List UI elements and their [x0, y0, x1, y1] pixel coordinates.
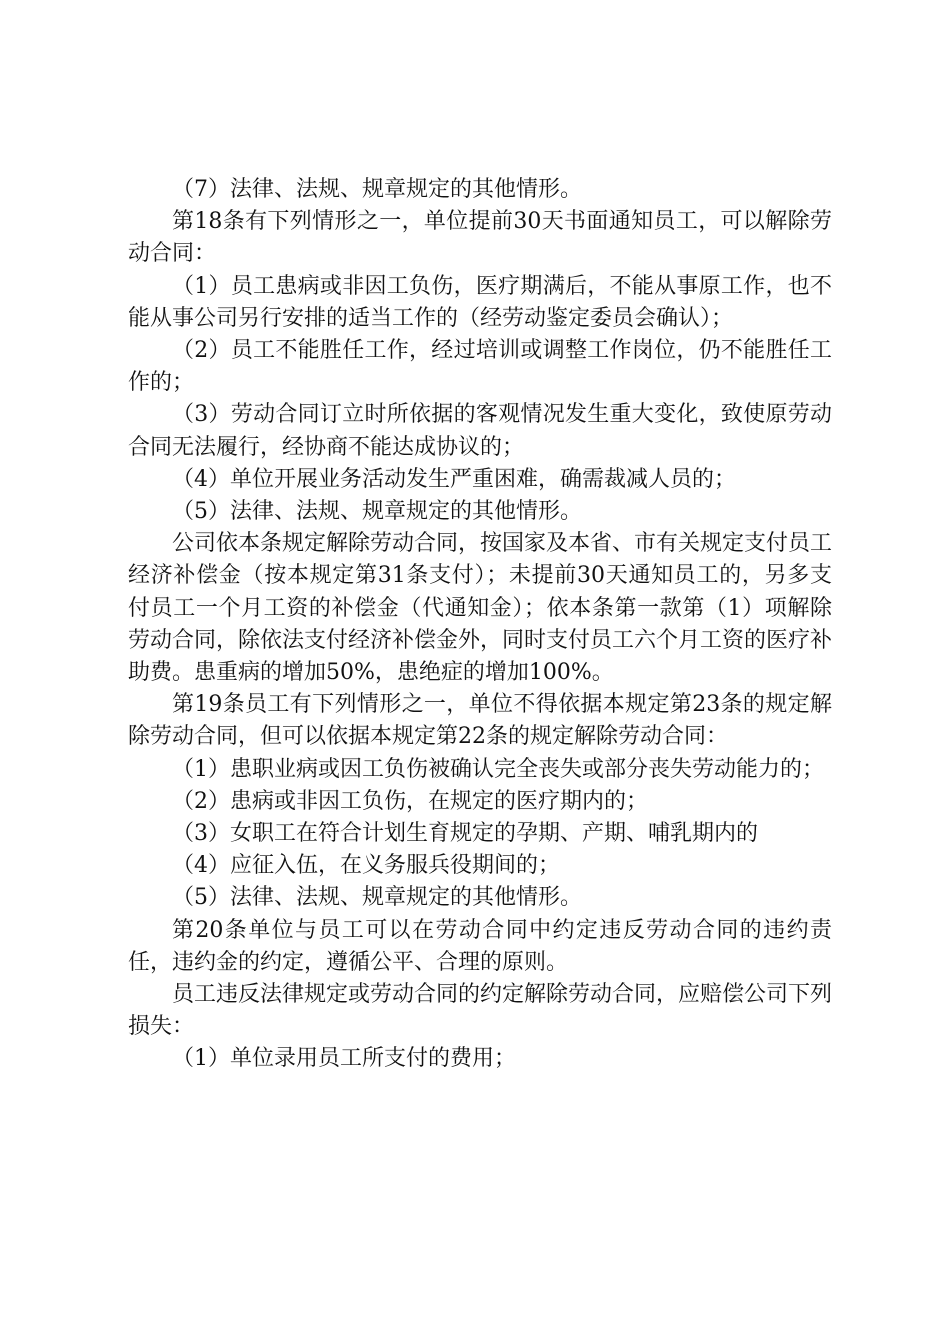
article-18-heading: 第18条有下列情形之一，单位提前30天书面通知员工，可以解除劳动合同：: [128, 209, 832, 267]
document-body: [128, 174, 832, 1076]
paragraph-item-7-other: （7）法律、法规、规章规定的其他情形。: [172, 177, 582, 202]
article-20-compensation: 员工违反法律规定或劳动合同的约定解除劳动合同，应赔偿公司下列损失：: [128, 982, 833, 1040]
article-19-heading: 第19条员工有下列情形之一，单位不得依据本规定第23条的规定解除劳动合同，但可以依据本规定第22条的规定解除劳动合同：: [128, 692, 832, 750]
article-20-heading: 第20条单位与员工可以在劳动合同中约定违反劳动合同的违约责任，违约金的约定，遵循公平、合理的原则。: [128, 917, 832, 975]
article-19-item-5: （5）法律、法规、规章规定的其他情形。: [172, 885, 582, 911]
article-19-item-3: （3）女职工在符合计划生育规定的孕期、产期、哺乳期内的: [172, 821, 758, 847]
article-18-item-2: （2）员工不能胜任工作，经过培训或调整工作岗位，仍不能胜任工作的；: [128, 338, 832, 396]
article-18-item-3: （3）劳动合同订立时所依据的客观情况发生重大变化，致使原劳动合同无法履行，经协商不能达成协议的；: [128, 402, 832, 460]
article-19-item-4: （4）应征入伍，在义务服兵役期间的；: [172, 853, 560, 879]
article-19-item-2: （2）患病或非因工负伤，在规定的医疗期内的；: [172, 788, 648, 814]
article-18-compensation: 公司依本条规定解除劳动合同，按国家及本省、市有关规定支付员工经济补偿金（按本规定第31条支付）；未提前30天通知员工的，另多支付员工一个月工资的补偿金（代通知金）；依本条第一款第（1）项解除劳动合同，除依法支付经济补偿金外，同时支付员工六个月工资的医疗补助费。患重病的增加50%，患绝症的增加100%。: [128, 531, 833, 686]
article-18-item-4: （4）单位开展业务活动发生严重困难，确需裁减人员的；: [172, 466, 736, 492]
article-19-item-1: （1）患职业病或因工负伤被确认完全丧失或部分丧失劳动能力的；: [172, 756, 824, 782]
article-20-item-1: （1）单位录用员工所支付的费用；: [172, 1046, 516, 1072]
article-18-item-5: （5）法律、法规、规章规定的其他情形。: [172, 499, 582, 525]
article-18-item-1: （1）员工患病或非因工负伤，医疗期满后，不能从事原工作，也不能从事公司另行安排的适当工作的（经劳动鉴定委员会确认）；: [128, 273, 832, 331]
